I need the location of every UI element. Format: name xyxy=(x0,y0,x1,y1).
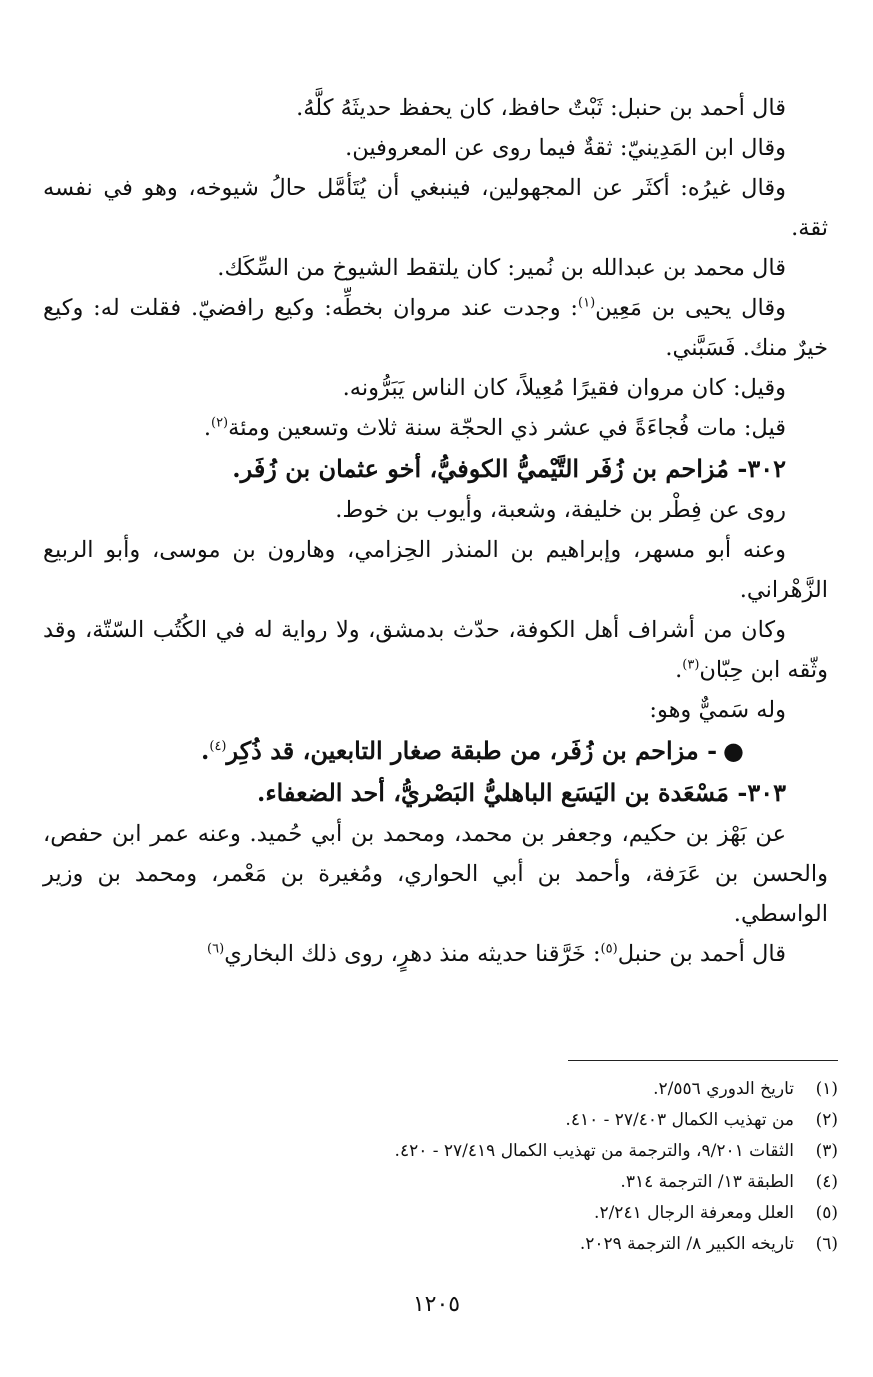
paragraph-text: قال أحمد بن حنبل: ثَبْتٌ حافظ، كان يحفظ حديثَهُ كلَّهُ. xyxy=(296,95,786,121)
footnote-number: (١) xyxy=(815,1079,838,1099)
entry-heading-302 xyxy=(43,448,828,490)
paragraph-text: قال محمد بن عبدالله بن نُمير: كان يلتقط الشيوخ من السِّكَك. xyxy=(217,255,786,281)
footnote-number: (٣) xyxy=(815,1141,838,1161)
paragraph xyxy=(43,690,828,730)
footnote-number: (٤) xyxy=(815,1172,838,1192)
footnote-divider xyxy=(568,1060,838,1061)
paragraph-text: . xyxy=(675,657,683,683)
paragraph-text: وقال غيرُه: أكثَر عن المجهولين، فينبغي أن يُتَأمَّل حالُ شيوخه، وهو في نفسه ثقة. xyxy=(43,175,828,241)
footnote-ref[interactable]: (٣) xyxy=(682,657,700,673)
paragraph xyxy=(43,88,828,128)
main-text xyxy=(43,88,828,974)
footnote-item xyxy=(58,1198,838,1229)
paragraph-text: . xyxy=(203,415,211,441)
paragraph xyxy=(43,610,828,690)
footnote-ref[interactable]: (١) xyxy=(578,295,596,311)
bullet-entry xyxy=(43,730,828,772)
paragraph xyxy=(43,368,828,408)
footnote-text: من تهذيب الكمال ٢٧/٤٠٣ - ٤١٠. xyxy=(565,1110,794,1130)
paragraph-text: : وجدت عند مروان بخطِّه: وكيع رافضيّ. فقلت له: وكيع خيرٌ منك. فَسَبَّني. xyxy=(43,295,828,361)
paragraph-text: : خَرَّقنا حديثه منذ دهرٍ، روى ذلك البخاري xyxy=(224,941,601,967)
entry-number: ٣٠٣- xyxy=(737,778,786,807)
paragraph-text: وقيل: كان مروان فقيرًا مُعِيلاً، كان الناس يَبَرُّونه. xyxy=(342,375,786,401)
paragraph xyxy=(43,128,828,168)
footnote-number: (٦) xyxy=(815,1234,838,1254)
footnote-text: الثقات ٩/٢٠١، والترجمة من تهذيب الكمال ٢٧/٤١٩ - ٤٢٠. xyxy=(394,1141,794,1161)
bullet-text: - مزاحم بن زُفَر، من طبقة صغار التابعين، قد ذُكِر xyxy=(226,736,718,765)
footnote-ref[interactable]: (٦) xyxy=(207,941,225,957)
page-number: ١٢٠٥ xyxy=(412,1292,461,1317)
footnote-item xyxy=(58,1074,838,1105)
entry-title: مُزاحم بن زُفَر التَّيْميُّ الكوفيُّ، أخو عثمان بن زُفَر. xyxy=(232,454,729,483)
bullet-dot-icon: ● xyxy=(723,736,744,765)
footnote-item xyxy=(58,1167,838,1198)
footnote-text: تاريخه الكبير ٨/ الترجمة ٢٠٢٩. xyxy=(579,1234,794,1254)
paragraph xyxy=(43,408,828,448)
paragraph xyxy=(43,934,828,974)
paragraph-text: وكان من أشراف أهل الكوفة، حدّث بدمشق، ولا رواية له في الكُتُب السّتّة، وقد وثّقه ابن حِبّان xyxy=(43,617,828,683)
footnote-text: العلل ومعرفة الرجال ٢/٢٤١. xyxy=(594,1203,794,1223)
entry-number: ٣٠٢- xyxy=(737,454,786,483)
paragraph xyxy=(43,814,828,934)
entry-title: مَسْعَدة بن اليَسَع الباهليُّ البَصْريُّ، أحد الضعفاء. xyxy=(256,778,729,807)
paragraph-text: وقال يحيى بن مَعِين xyxy=(595,295,786,321)
paragraph-text: وله سَميٌّ وهو: xyxy=(649,697,786,723)
paragraph-text: قيل: مات فُجاءَةً في عشر ذي الحجّة سنة ثلاث وتسعين ومئة xyxy=(228,415,786,441)
footnote-item xyxy=(58,1136,838,1167)
footnotes-list xyxy=(58,1074,838,1260)
paragraph xyxy=(43,288,828,368)
footnote-number: (٢) xyxy=(815,1110,838,1130)
paragraph xyxy=(43,530,828,610)
footnote-text: تاريخ الدوري ٢/٥٥٦. xyxy=(653,1079,794,1099)
footnote-ref[interactable]: (٥) xyxy=(600,941,618,957)
footnote-ref[interactable]: (٤) xyxy=(209,739,227,754)
bullet-text: . xyxy=(201,736,210,765)
footnote-item xyxy=(58,1229,838,1260)
paragraph xyxy=(43,490,828,530)
paragraph xyxy=(43,168,828,248)
footnote-text: الطبقة ١٣/ الترجمة ٣١٤. xyxy=(620,1172,794,1192)
footnote-number: (٥) xyxy=(815,1203,838,1223)
paragraph-text: وقال ابن المَدِينيّ: ثقةٌ فيما روى عن المعروفين. xyxy=(345,135,786,161)
paragraph-text: روى عن فِطْر بن خليفة، وشعبة، وأيوب بن خوط. xyxy=(335,497,786,523)
entry-heading-303 xyxy=(43,772,828,814)
footnote-item xyxy=(58,1105,838,1136)
paragraph xyxy=(43,248,828,288)
paragraph-text: قال أحمد بن حنبل xyxy=(617,941,786,967)
paragraph-text: وعنه أبو مسهر، وإبراهيم بن المنذر الحِزامي، وهارون بن موسى، وأبو الربيع الزَّهْراني. xyxy=(43,537,828,603)
paragraph-text: عن بَهْز بن حكيم، وجعفر بن محمد، ومحمد بن أبي حُميد. وعنه عمر ابن حفص، والحسن بن عَرَفة، وأحمد بن أبي الحواري، ومُغيرة بن مَعْمر، ومحمد بن وزير الواسطي. xyxy=(43,821,828,927)
footnote-ref[interactable]: (٢) xyxy=(210,415,229,431)
